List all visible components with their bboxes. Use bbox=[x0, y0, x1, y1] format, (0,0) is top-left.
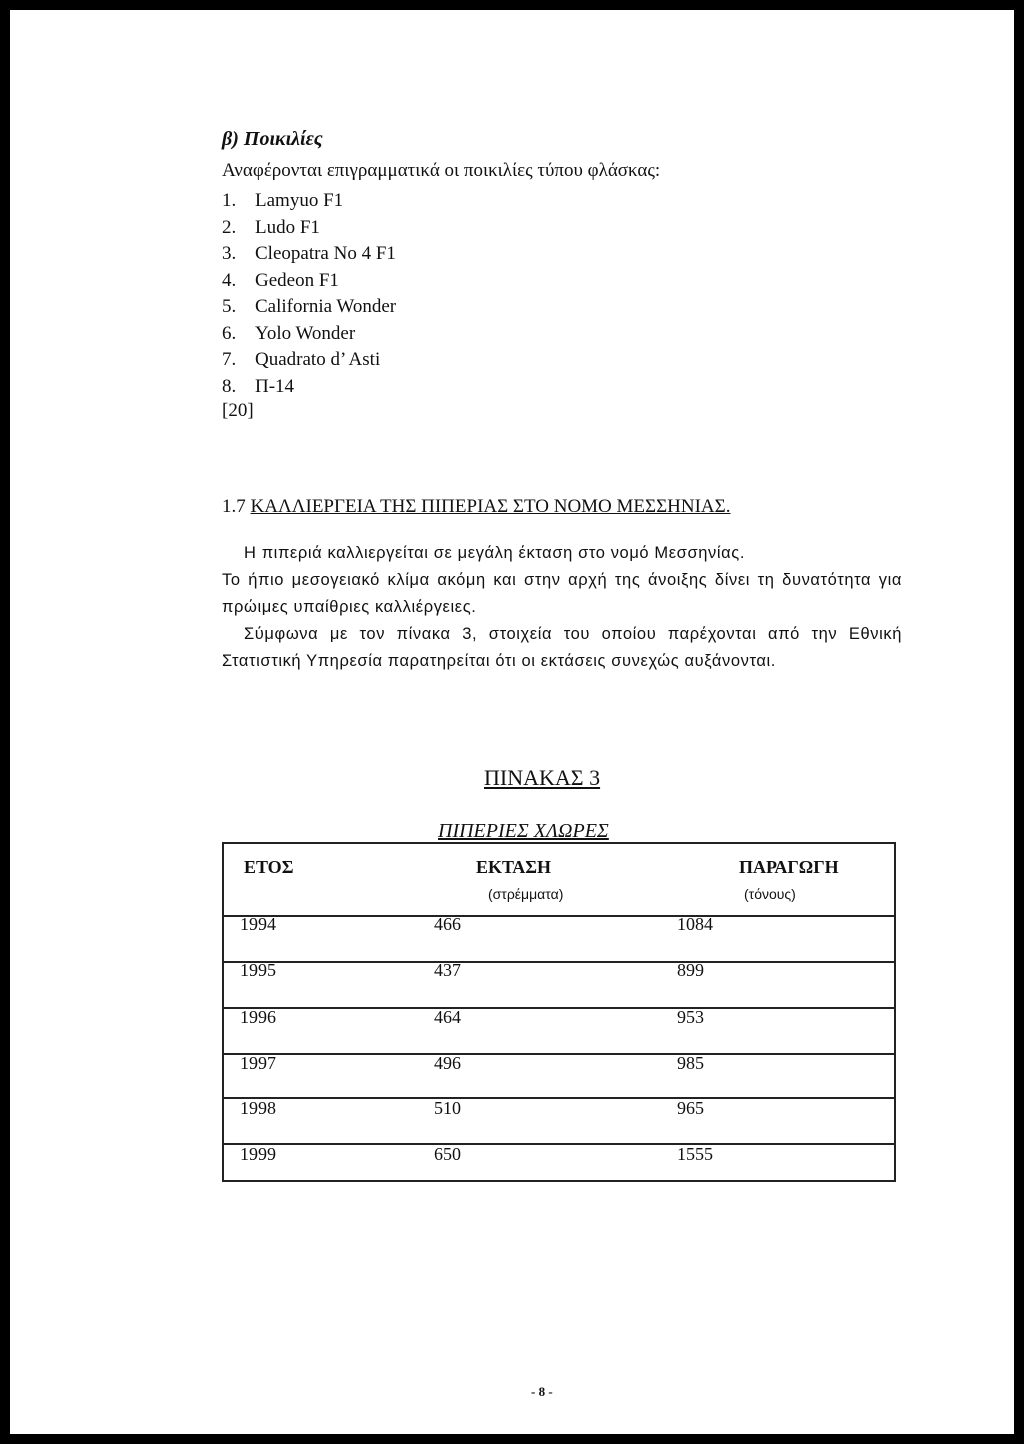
table-border bbox=[894, 842, 896, 1182]
cell-area: 464 bbox=[434, 1007, 461, 1027]
table-divider bbox=[222, 961, 896, 963]
list-item: 1. Lamyuo F1 bbox=[222, 190, 344, 211]
table-divider bbox=[222, 915, 896, 917]
list-item: 7. Quadrato d’ Asti bbox=[222, 349, 381, 370]
cell-production: 965 bbox=[677, 1098, 704, 1118]
cell-area: 650 bbox=[434, 1144, 461, 1164]
table-subtitle: ΠΙΠΕΡΙΕΣ ΧΛΩΡΕΣ bbox=[438, 820, 609, 842]
table-divider bbox=[222, 1053, 896, 1055]
cell-year: 1999 bbox=[240, 1144, 276, 1164]
chapter-heading bbox=[222, 496, 730, 518]
cell-production: 1555 bbox=[677, 1144, 713, 1164]
header-area: ΕΚΤΑΣΗ bbox=[476, 857, 552, 877]
section-heading: β) Ποικιλίες bbox=[222, 128, 323, 150]
table-border bbox=[222, 1180, 896, 1182]
chapter-number: 1.7 bbox=[222, 496, 246, 517]
paragraph-2: Το ήπιο μεσογειακό κλίμα ακόμη και στην αρχή της άνοιξης δίνει τη δυνατότητα για πρώιμες υπαίθριες καλλιέργειες. bbox=[222, 571, 902, 616]
cell-area: 466 bbox=[434, 914, 461, 934]
table-divider bbox=[222, 1007, 896, 1009]
cell-production: 1084 bbox=[677, 914, 713, 934]
header-production-unit: (τόνους) bbox=[744, 886, 796, 902]
list-item: 6. Yolo Wonder bbox=[222, 322, 356, 344]
cell-production: 953 bbox=[677, 1007, 704, 1027]
variety-list bbox=[222, 188, 396, 400]
header-area-unit: (στρέμματα) bbox=[488, 886, 564, 902]
table-divider bbox=[222, 1097, 896, 1099]
header-production: ΠΑΡΑΓΩΓΗ bbox=[739, 857, 839, 877]
table-title: ΠΙΝΑΚΑΣ 3 bbox=[484, 765, 601, 790]
data-table bbox=[222, 842, 896, 1182]
cell-area: 496 bbox=[434, 1053, 461, 1073]
cell-year: 1997 bbox=[240, 1053, 276, 1073]
cell-year: 1996 bbox=[240, 1007, 276, 1027]
intro-text: Αναφέρονται επιγραμματικά οι ποικιλίες τύπου φλάσκας: bbox=[222, 160, 661, 181]
list-item: 3. Cleopatra No 4 F1 bbox=[222, 243, 396, 264]
cell-year: 1995 bbox=[240, 960, 276, 980]
chapter-title: ΚΑΛΛΙΕΡΓΕΙΑ ΤΗΣ ΠΙΠΕΡΙΑΣ ΣΤΟ ΝΟΜΟ ΜΕΣΣΗΝΙΑΣ. bbox=[250, 496, 731, 517]
reference-citation: [20] bbox=[222, 400, 254, 421]
list-item: 5. California Wonder bbox=[222, 296, 397, 317]
list-item: 8. Π-14 bbox=[222, 375, 295, 397]
cell-year: 1998 bbox=[240, 1098, 276, 1118]
list-item: 4. Gedeon F1 bbox=[222, 269, 339, 291]
table-border bbox=[222, 842, 896, 844]
list-item: 2. Ludo F1 bbox=[222, 216, 320, 238]
cell-area: 437 bbox=[434, 960, 461, 980]
cell-production: 899 bbox=[677, 960, 704, 980]
paragraph-3: Σύμφωνα με τον πίνακα 3, στοιχεία του οποίου παρέχονται από την Εθνική Στατιστική Υπηρεσία παρατηρείται ότι οι εκτάσεις συνεχώς αυξάνονται. bbox=[222, 625, 902, 670]
cell-year: 1994 bbox=[240, 914, 276, 934]
cell-production: 985 bbox=[677, 1053, 704, 1073]
page-number: - 8 - bbox=[531, 1384, 553, 1399]
paragraph-1: Η πιπεριά καλλιεργείται σε μεγάλη έκταση στο νομό Μεσσηνίας. bbox=[244, 544, 746, 562]
header-year: ΕΤΟΣ bbox=[244, 857, 294, 877]
cell-area: 510 bbox=[434, 1098, 461, 1118]
document-page bbox=[10, 10, 1014, 1434]
table-divider bbox=[222, 1143, 896, 1145]
table-border bbox=[222, 842, 224, 1182]
